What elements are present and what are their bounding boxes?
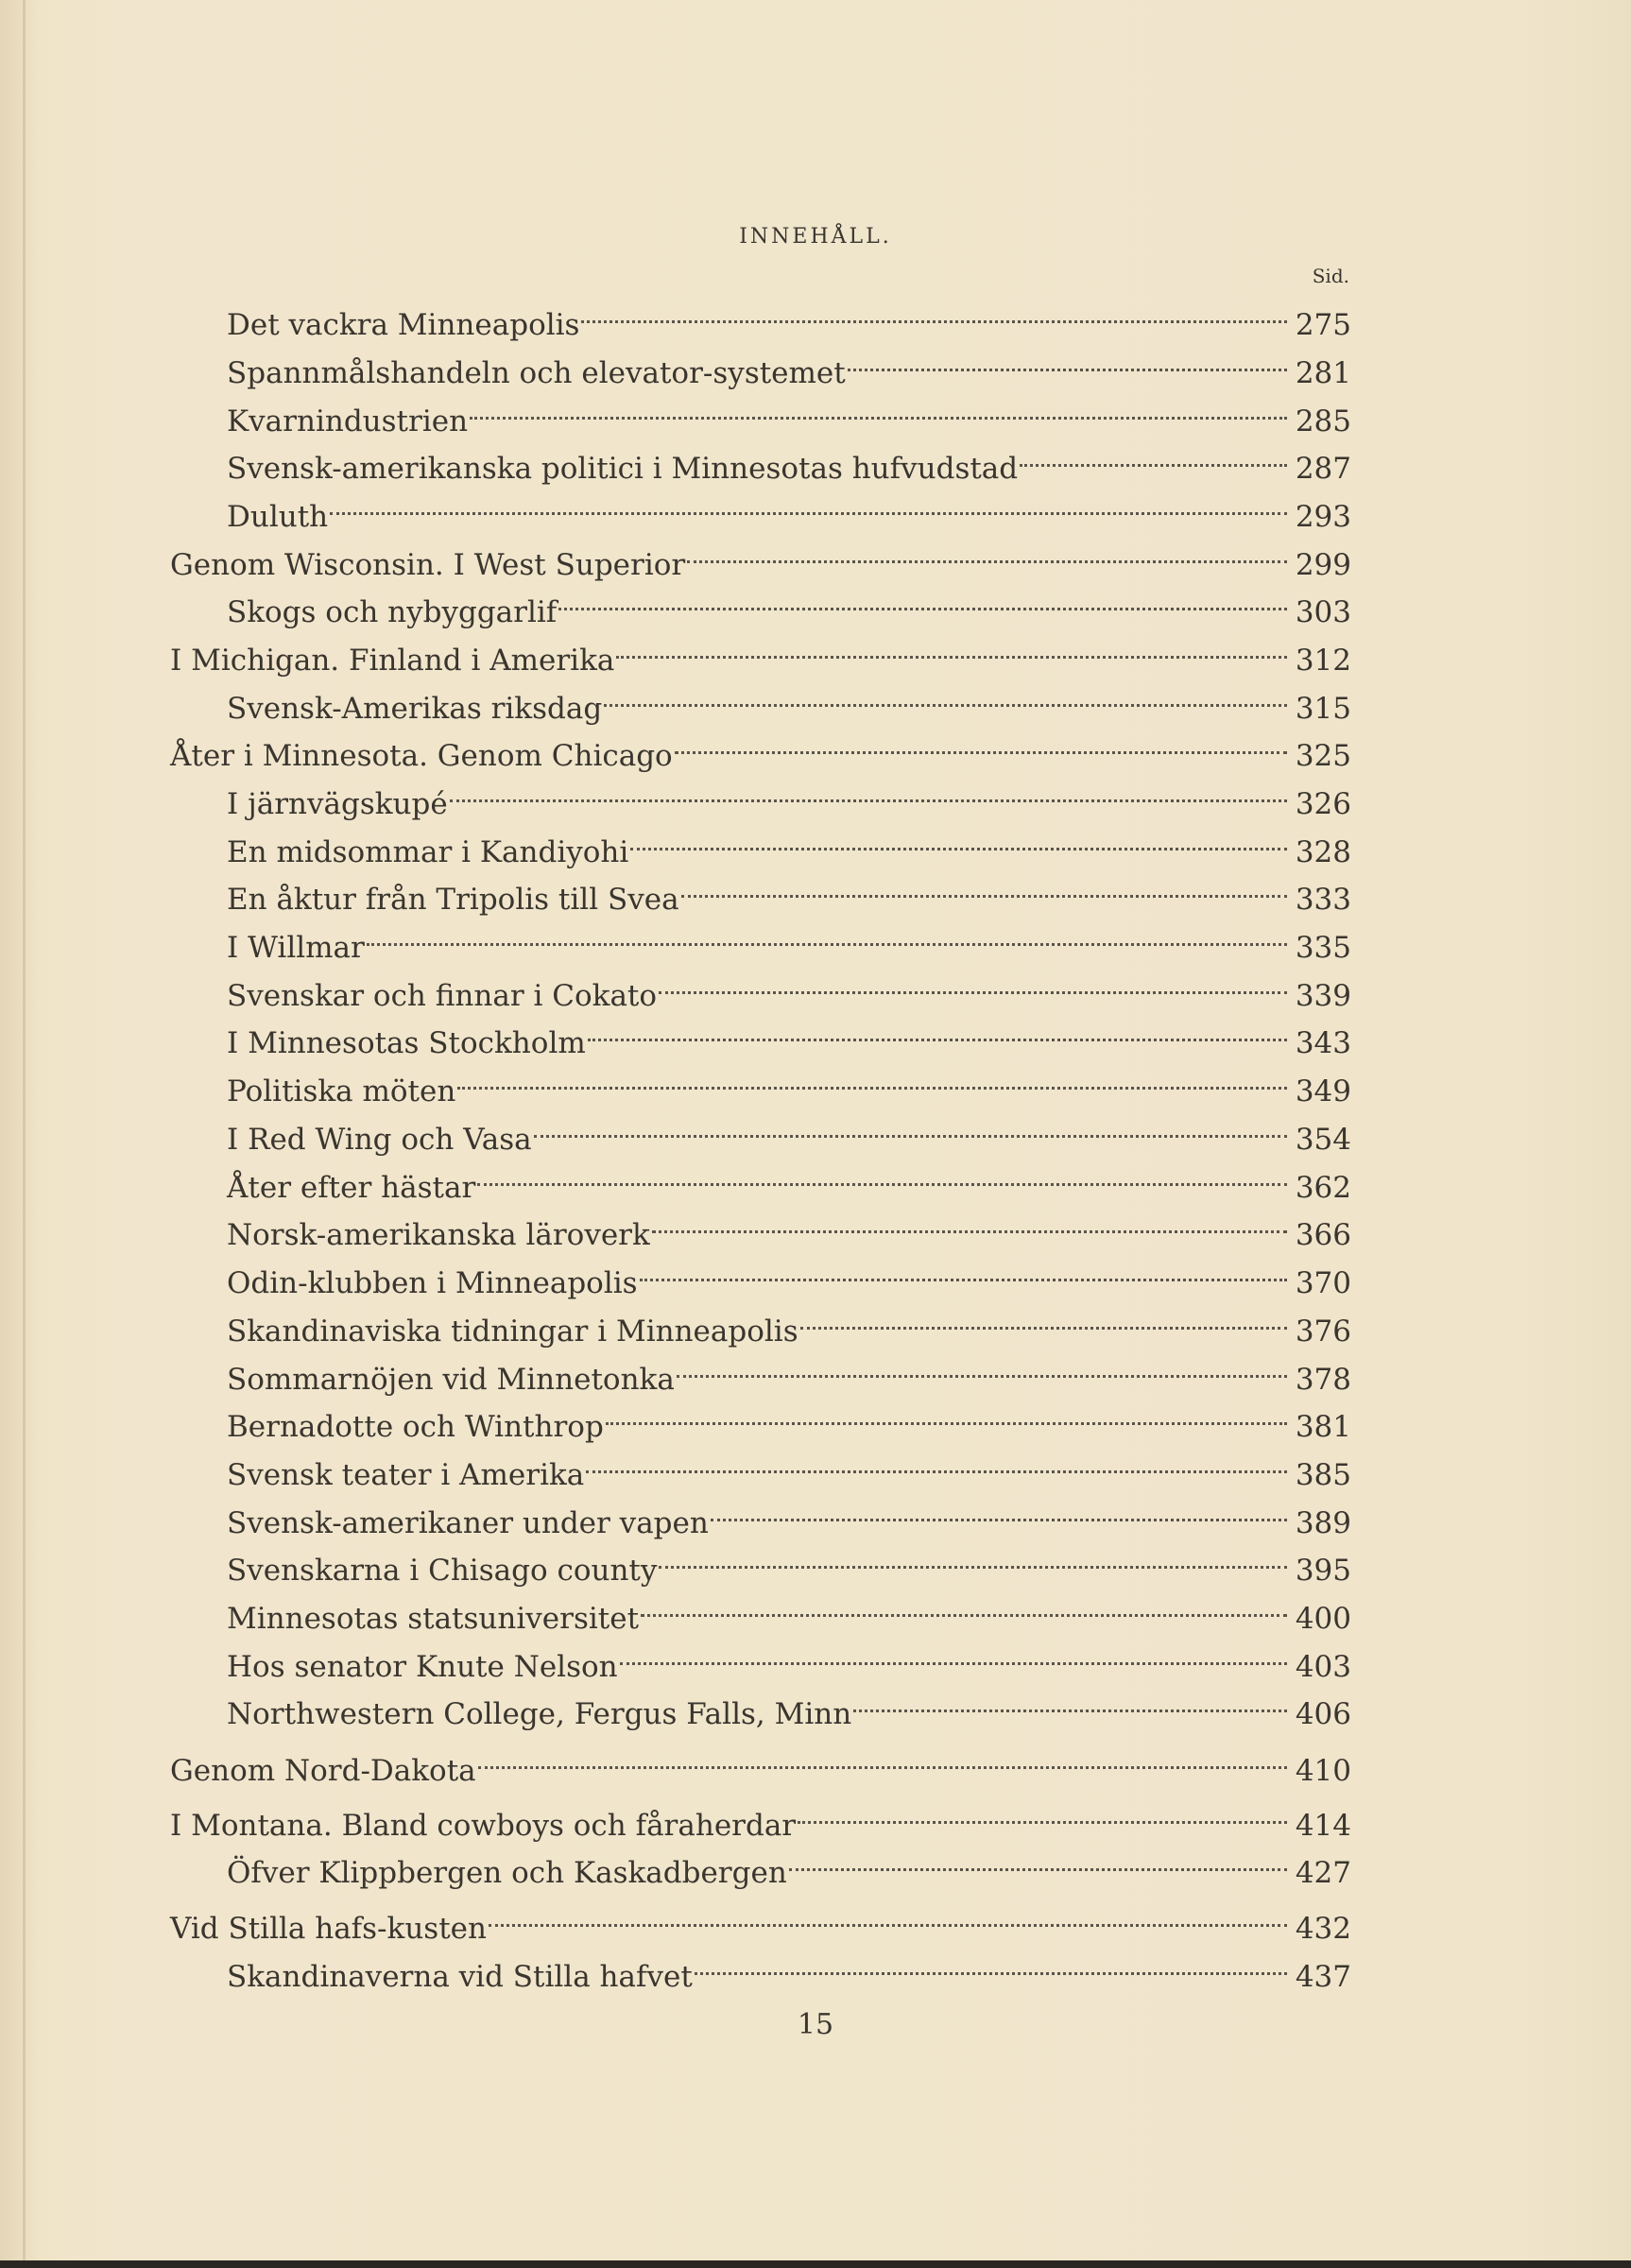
toc-entry [227,1156,1351,1205]
toc-leader-dots [681,868,1287,909]
toc-entry-page: 432 [1295,1912,1351,1946]
toc-leader-dots [800,1299,1287,1341]
toc-leader-dots [630,820,1287,862]
toc-leader-dots [695,1945,1287,1986]
toc-entry-page: 385 [1295,1458,1351,1492]
toc-entry-page: 354 [1295,1123,1351,1157]
toc-entry-title: Norsk-amerikanska läroverk [227,1218,650,1252]
toc-entry-page: 406 [1295,1697,1351,1731]
toc-entry-page: 293 [1295,500,1351,534]
toc-entry-page: 326 [1295,787,1351,821]
toc-entry [227,868,1351,917]
toc-leader-dots [489,1897,1287,1938]
toc-entry-page: 281 [1295,356,1351,390]
toc-entry-title: I Montana. Bland cowboys och fåraherdar [170,1809,797,1843]
toc-leader-dots [687,533,1287,575]
page-heading: INNEHÅLL. [739,225,892,249]
toc-leader-dots [620,1635,1287,1676]
toc-leader-dots [853,1682,1287,1724]
toc-entry [170,533,1351,582]
toc-entry [227,1682,1351,1731]
toc-entry-title: Bernadotte och Winthrop [227,1410,604,1444]
toc-entry [227,1395,1351,1444]
toc-entry-page: 275 [1295,308,1351,342]
toc-entry [227,1059,1351,1108]
toc-entry-page: 366 [1295,1218,1351,1252]
toc-leader-dots [641,1587,1287,1628]
toc-entry [227,341,1351,390]
page-number: 15 [797,2008,834,2041]
toc-entry-title: Skandinaviska tidningar i Minneapolis [227,1314,798,1349]
toc-entry-title: En midsommar i Kandiyohi [227,835,629,869]
toc-leader-dots [798,1794,1287,1835]
toc-entry-page: 299 [1295,548,1351,582]
toc-entry-title: Åter i Minnesota. Genom Chicago [170,739,673,773]
toc-entry [227,1491,1351,1540]
toc-entry [227,1635,1351,1684]
toc-entry [227,293,1351,342]
toc-leader-dots [477,1156,1287,1197]
toc-leader-dots [330,485,1287,526]
toc-entry-page: 381 [1295,1410,1351,1444]
toc-entry-title: I Red Wing och Vasa [227,1123,532,1157]
toc-entry [227,437,1351,486]
toc-entry-page: 437 [1295,1960,1351,1994]
toc-leader-dots [606,1395,1287,1436]
toc-entry [227,1443,1351,1492]
toc-entry [227,1945,1351,1994]
toc-entry-title: I Michigan. Finland i Amerika [170,644,615,678]
toc-entry-title: Genom Wisconsin. I West Superior [170,548,686,582]
toc-entry [227,1538,1351,1588]
toc-leader-dots [1020,437,1287,478]
toc-leader-dots [478,1739,1287,1780]
toc-entry-title: Svenskarna i Chisago county [227,1554,658,1588]
toc-entry-title: Northwestern College, Fergus Falls, Minn [227,1697,852,1731]
toc-leader-dots [534,1108,1287,1149]
toc-entry-title: Sommarnöjen vid Minnetonka [227,1363,675,1397]
toc-entry-title: Svensk-Amerikas riksdag [227,692,603,726]
toc-entry [227,772,1351,821]
toc-leader-dots [659,1538,1287,1580]
toc-entry [227,916,1351,965]
toc-entry [227,964,1351,1013]
toc-entry [227,820,1351,869]
toc-entry [227,1108,1351,1157]
toc-entry-title: Duluth [227,500,329,534]
toc-entry-page: 343 [1295,1026,1351,1060]
toc-entry [170,1897,1351,1946]
toc-entry-page: 335 [1295,931,1351,965]
scan-bottom-edge [0,2260,1631,2268]
toc-entry-page: 325 [1295,739,1351,773]
toc-entry-page: 400 [1295,1602,1351,1636]
toc-entry [227,485,1351,534]
toc-entry [170,724,1351,773]
toc-entry-page: 427 [1295,1856,1351,1890]
toc-entry [170,1794,1351,1843]
toc-leader-dots [640,1251,1287,1293]
toc-entry-page: 312 [1295,644,1351,678]
toc-entry-page: 389 [1295,1506,1351,1540]
toc-entry-page: 376 [1295,1314,1351,1349]
toc-entry-page: 287 [1295,452,1351,486]
toc-entry [170,1739,1351,1788]
toc-entry-title: Hos senator Knute Nelson [227,1650,618,1684]
toc-leader-dots [789,1841,1287,1882]
toc-leader-dots [457,1059,1287,1101]
toc-entry-title: Svensk teater i Amerika [227,1458,585,1492]
toc-entry-page: 328 [1295,835,1351,869]
toc-entry-title: Svenskar och finnar i Cokato [227,979,658,1013]
toc-entry-page: 362 [1295,1171,1351,1205]
toc-entry-title: Odin-klubben i Minneapolis [227,1266,638,1300]
page-column-label: Sid. [1312,265,1349,287]
toc-entry-title: Kvarnindustrien [227,404,469,438]
toc-entry-title: I Willmar [227,931,365,965]
toc-entry-title: Svensk-amerikanska politici i Minnesotas hufvudstad [227,452,1019,486]
toc-entry-page: 303 [1295,595,1351,629]
toc-entry-page: 333 [1295,883,1351,917]
toc-entry [227,1841,1351,1890]
toc-entry-title: Vid Stilla hafs-kusten [170,1912,487,1946]
toc-entry [227,1011,1351,1060]
toc-leader-dots [450,772,1287,814]
toc-entry-title: Öfver Klippbergen och Kaskadbergen [227,1856,787,1890]
toc-leader-dots [581,293,1287,335]
binding-gutter [23,0,26,2268]
toc-entry [170,628,1351,678]
toc-entry-page: 395 [1295,1554,1351,1588]
toc-entry-title: Genom Nord-Dakota [170,1754,476,1788]
toc-entry-title: Skandinaverna vid Stilla hafvet [227,1960,693,1994]
toc-leader-dots [659,964,1287,1005]
toc-entry-page: 315 [1295,692,1351,726]
toc-leader-dots [652,1203,1287,1245]
toc-entry-title: Det vackra Minneapolis [227,308,580,342]
toc-entry [227,580,1351,629]
toc-entry-title: Skogs och nybyggarlif [227,595,558,629]
toc-entry-page: 370 [1295,1266,1351,1300]
toc-entry-page: 414 [1295,1809,1351,1843]
toc-leader-dots [604,677,1287,718]
toc-entry [227,1299,1351,1349]
toc-entry [227,1348,1351,1397]
toc-entry-title: Minnesotas statsuniversitet [227,1602,640,1636]
toc-entry-page: 410 [1295,1754,1351,1788]
toc-entry-page: 378 [1295,1363,1351,1397]
toc-leader-dots [616,628,1287,670]
toc-leader-dots [367,916,1287,957]
toc-leader-dots [711,1491,1287,1533]
toc-entry-page: 339 [1295,979,1351,1013]
toc-entry [227,677,1351,726]
toc-leader-dots [848,341,1287,383]
toc-leader-dots [558,580,1287,622]
toc-entry-page: 285 [1295,404,1351,438]
toc-entry-page: 349 [1295,1074,1351,1108]
toc-entry-title: Spannmålshandeln och elevator-systemet [227,356,846,390]
toc-entry-title: Åter efter hästar [227,1171,476,1205]
toc-entry-title: I järnvägskupé [227,787,448,821]
toc-leader-dots [675,724,1287,765]
toc-entry-page: 403 [1295,1650,1351,1684]
toc-entry-title: Svensk-amerikaner under vapen [227,1506,709,1540]
toc-entry [227,1587,1351,1636]
toc-leader-dots [586,1443,1287,1485]
toc-entry [227,1251,1351,1300]
toc-entry-title: I Minnesotas Stockholm [227,1026,586,1060]
toc-entry [227,1203,1351,1252]
toc-entry-title: En åktur från Tripolis till Svea [227,883,679,917]
toc-leader-dots [470,389,1287,431]
toc-entry-title: Politiska möten [227,1074,456,1108]
toc-leader-dots [677,1348,1287,1389]
toc-leader-dots [588,1011,1287,1053]
toc-entry [227,389,1351,438]
